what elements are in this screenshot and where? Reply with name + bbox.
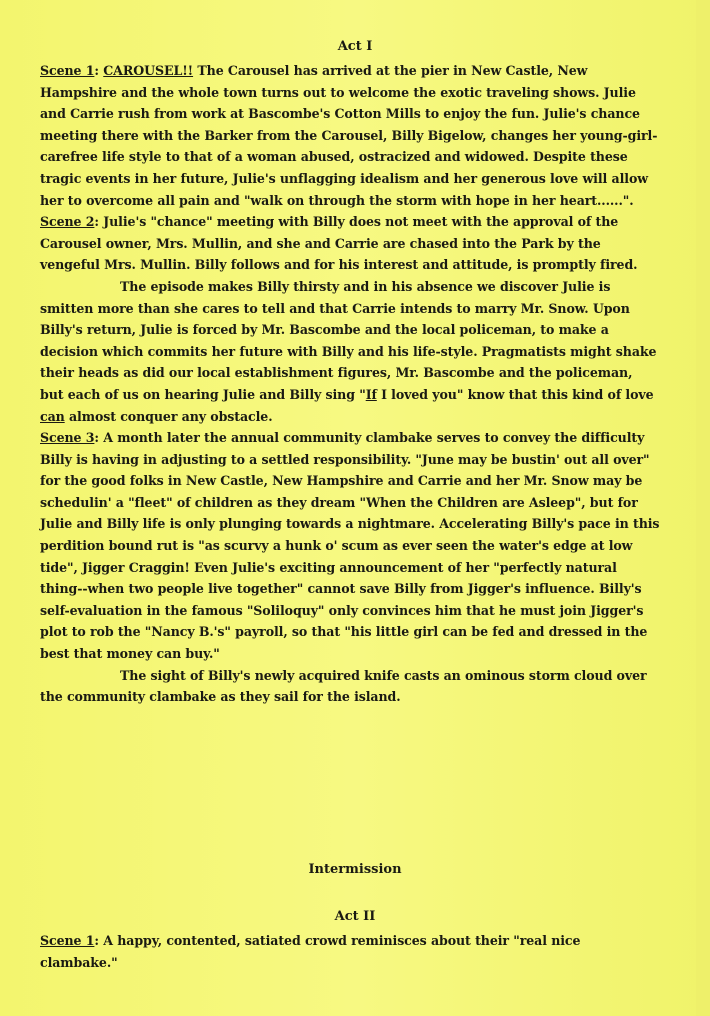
scene-3-label: Scene 3 xyxy=(40,430,95,446)
scene-1-paragraph: Scene 1: CAROUSEL!! The Carousel has arrived at the pier in New Castle, New Hampshire and the whole town turns out to welcome the exotic traveling shows. Julie and Carrie rush from work at Bascombe's Cotton Mills to enjoy the fun. Julie's chance meeting there with the Barker from the Carousel, Billy Bigelow, changes her young-girl-carefree life style to that of a woman abused, ostracized and widowed. Despite these tragic events in her future, Julie's unflagging idealism and her generous love will allow her to overcome all pain and "walk on through the storm with hope in her heart......". xyxy=(40,63,658,208)
act-1-title: Act I xyxy=(337,39,373,54)
scene-2-text-2c: almost conquer any obstacle. xyxy=(64,408,273,424)
intermission-label: Intermission xyxy=(308,862,402,877)
scene-2-paragraph-2 xyxy=(40,276,660,427)
scene-2-if: If xyxy=(365,386,377,402)
scene-3-paragraph-2 xyxy=(40,665,660,708)
scene-1-label: Scene 1 xyxy=(40,63,95,78)
act-2-title: Act II xyxy=(334,909,376,924)
scene-2-label: Scene 2 xyxy=(40,214,95,230)
scene-1-text: The Carousel has arrived at the pier in New Castle, New Hampshire and the whole town turns out to welcome the exotic traveling shows. Julie and Carrie rush from work at Bascombe's Cotton Mills to enjoy the fun. Julie's chance meeting there with the Barker from the Carousel, Billy Bigelow, changes her young-girl-carefree life style to that of a woman abused, ostracized and widowed. Despite these tragic events in her future, Julie's unflagging idealism and her generous love will allow her to overcome all pain and "walk on through the storm with hope in her heart......". xyxy=(40,63,658,208)
scene-2-text: Julie's "chance" meeting with Billy does not meet with the approval of the Carousel owner, Mrs. Mullin, and she and Carrie are chased into the Park by the vengeful Mrs. Mullin. Billy follows and for his interest and attitude, is promptly fired. xyxy=(40,214,638,273)
act-2-synopsis xyxy=(40,930,660,973)
act-2-scene-1-text: A happy, contented, satiated crowd reminisces about their "real nice clambake." xyxy=(40,933,581,970)
act-1-synopsis xyxy=(40,60,660,708)
scene-2-text-2b: I loved you" know that this kind of love xyxy=(376,386,654,402)
scene-2-text-2a: The episode makes Billy thirsty and in his absence we discover Julie is smitten more than she cares to tell and that Carrie intends to marry Mr. Snow. Upon Billy's return, Julie is forced by Mr. Bascombe and the local policeman, to make a decision which commits her future with Billy and his life-style. Pragmatists might shake their heads as did our local establishment figures, Mr. Bascombe and the policeman, but each of us on hearing Julie and Billy sing " xyxy=(40,278,657,402)
scene-1-title: CAROUSEL!! xyxy=(103,63,194,78)
act-2-scene-1-paragraph: Scene 1: A happy, contented, satiated crowd reminisces about their "real nice clambake." xyxy=(40,933,581,970)
scene-3-text: A month later the annual community clambake serves to convey the difficulty Billy is having in adjusting to a settled responsibility. "June may be bustin' out all over" for the good folks in New Castle, New Hampshire and Carrie and her Mr. Snow may be schedulin' a "fleet" of children as they dream "When the Children are Asleep", but for Julie and Billy life is only plunging towards a nightmare. Accelerating Billy's pace in this perdition bound rut is "as scurvy a hunk o' scum as ever seen the water's edge at low tide", Jigger Craggin! Even Julie's exciting announcement of her "perfectly natural thing--when two people live together" cannot save Billy from Jigger's influence. Billy's self-evaluation in the famous "Soliloquy" only convinces him that he must join Jigger's plot to rob the "Nancy B.'s" payroll, so that "his little girl can be fed and dressed in the best that money can buy." xyxy=(40,430,660,662)
act-2-scene-1-label: Scene 1 xyxy=(40,933,95,948)
scene-2-paragraph: Scene 2: Julie's "chance" meeting with Billy does not meet with the approval of the Carousel owner, Mrs. Mullin, and she and Carrie are chased into the Park by the vengeful Mrs. Mullin. Billy follows and for his interest and attitude, is promptly fired. xyxy=(40,214,638,273)
scene-3-text-2: The sight of Billy's newly acquired knife casts an ominous storm cloud over the community clambake as they sail for the island. xyxy=(40,667,647,705)
scene-3-paragraph: Scene 3: A month later the annual community clambake serves to convey the difficulty Billy is having in adjusting to a settled responsibility. "June may be bustin' out all over" for the good folks in New Castle, New Hampshire and Carrie and her Mr. Snow may be schedulin' a "fleet" of children as they dream "When the Children are Asleep", but for Julie and Billy life is only plunging towards a nightmare. Accelerating Billy's pace in this perdition bound rut is "as scurvy a hunk o' scum as ever seen the water's edge at low tide", Jigger Craggin! Even Julie's exciting announcement of her "perfectly natural thing--when two people live together" cannot save Billy from Jigger's influence. Billy's self-evaluation in the famous "Soliloquy" only convinces him that he must join Jigger's plot to rob the "Nancy B.'s" payroll, so that "his little girl can be fed and dressed in the best that money can buy." xyxy=(40,430,660,662)
scene-2-can: can xyxy=(40,408,65,424)
